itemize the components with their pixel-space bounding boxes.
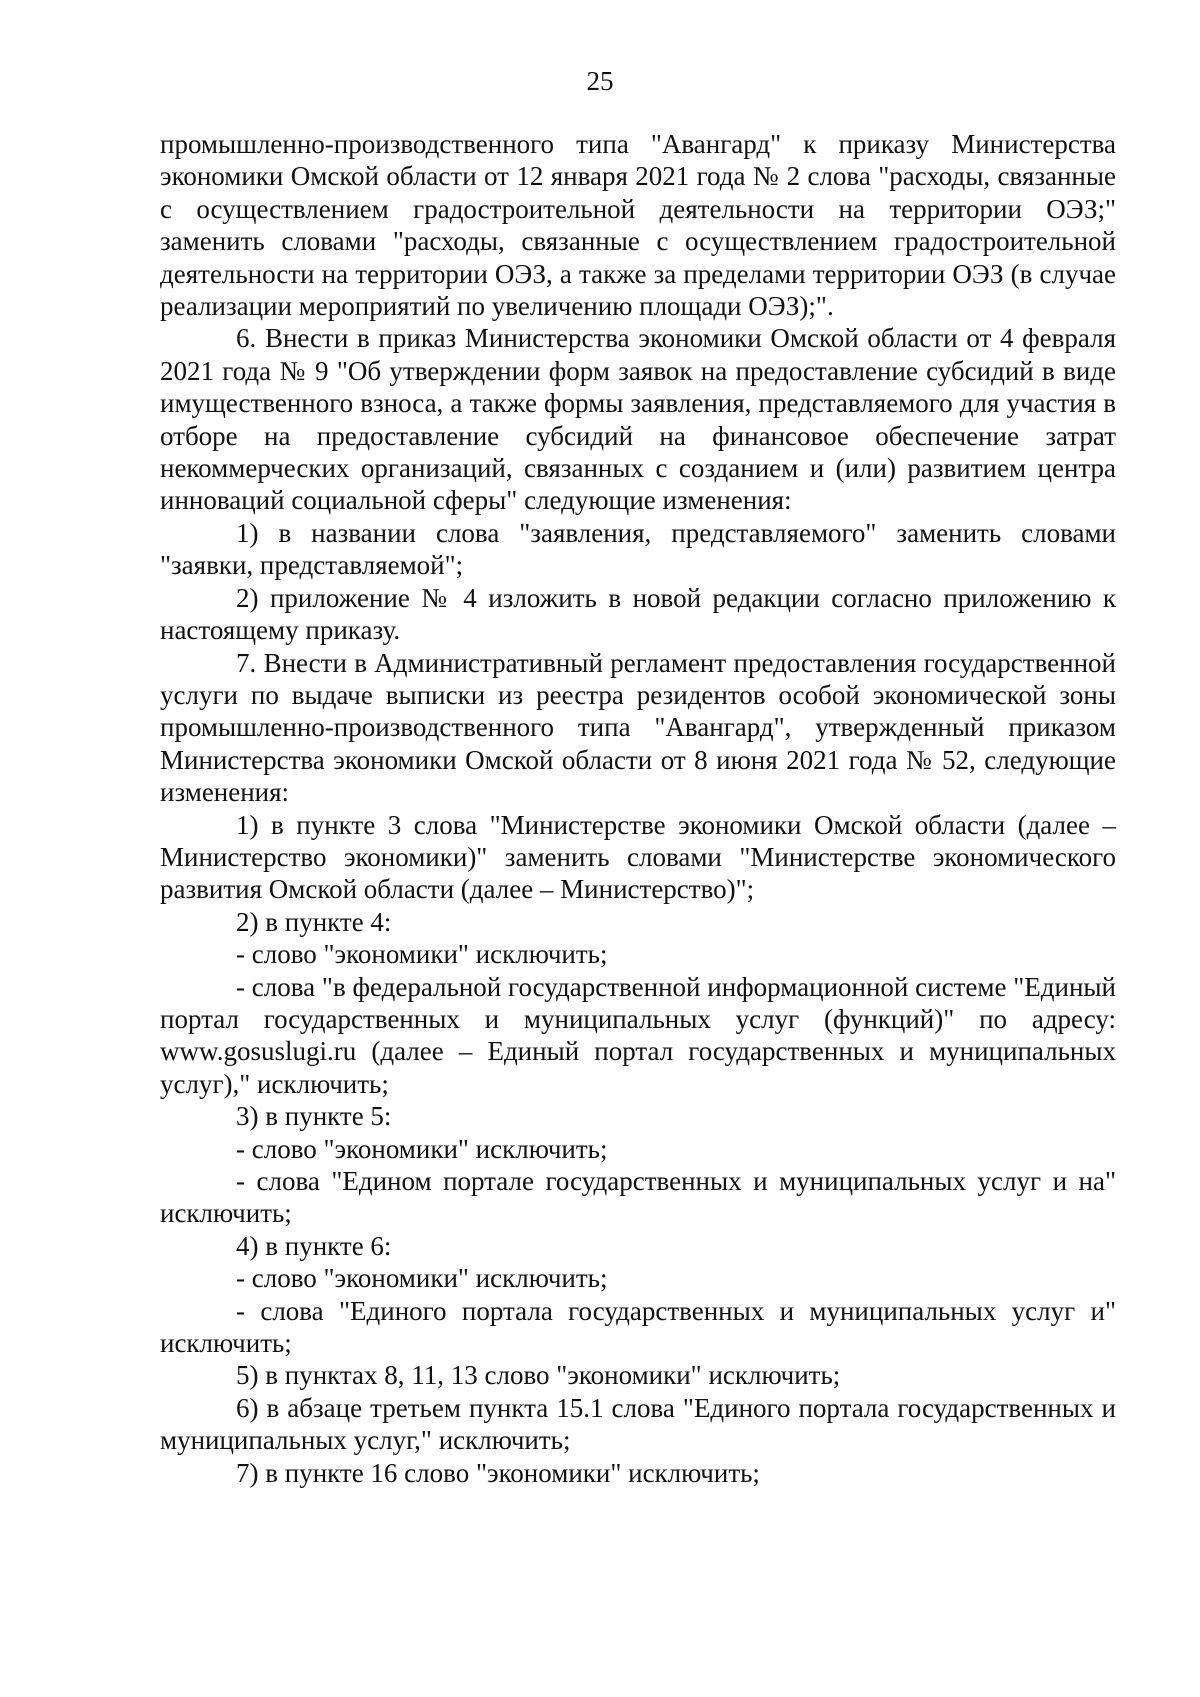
paragraph-item-7-2: 2) в пункте 4: <box>236 906 392 937</box>
paragraph-item-7: 7. Внести в Административный регламент предоставления государственной услуги по выдаче выписки из реестра резидентов особой экономической зоны промышленно-производственного типа "Авангард", утвержденный приказом Министерства экономики Омской области от 8 июня 2021 года № 52, следующие изменения: <box>160 647 1116 808</box>
paragraph-item-7-7: 7) в пункте 16 слово "экономики" исключить; <box>236 1457 760 1488</box>
paragraph-item-6-1: 1) в названии слова "заявления, представляемого" заменить словами "заявки, представляемой"; <box>160 517 1116 581</box>
paragraph-item-7-3: 3) в пункте 5: <box>236 1101 392 1132</box>
paragraph-item-7-4-b: - слова "Единого портала государственных и муниципальных услуг и" исключить; <box>160 1295 1116 1359</box>
paragraph-item-6-2: 2) приложение № 4 изложить в новой редакции согласно приложению к настоящему приказу. <box>160 582 1116 646</box>
paragraph-item-7-6: 6) в абзаце третьем пункта 15.1 слова "Единого портала государственных и муниципальных услуг," исключить; <box>160 1392 1116 1456</box>
paragraph-item-7-2-b: - слова "в федеральной государственной информационной системе "Единый портал государственных и муниципальных услуг (функций)" по адресу: www.gosuslugi.ru (далее – Единый портал государственных и муниципальных услуг)," исключить; <box>160 971 1116 1099</box>
paragraph-item-7-3-b: - слова "Едином портале государственных и муниципальных услуг и на" исключить; <box>160 1166 1116 1229</box>
page-number: 25 <box>586 66 614 96</box>
paragraph-item-6: 6. Внести в приказ Министерства экономики Омской области от 4 февраля 2021 года № 9 "Об утверждении форм заявок на предоставление субсидий в виде имущественного взноса, а также формы заявления, представляемого для участия в отборе на предоставление субсидий на финансовое обеспечение затрат некоммерческих организаций, связанных с созданием и (или) развитием центра инноваций социальной сферы" следующие изменения: <box>160 323 1116 516</box>
paragraph-item-7-1: 1) в пункте 3 слова "Министерстве экономики Омской области (далее – Министерство экономики)" заменить словами "Министерстве экономического развития Омской области (далее – Министерство)"; <box>160 809 1116 905</box>
paragraph-item-7-4-a: - слово "экономики" исключить; <box>236 1263 608 1294</box>
paragraph-item-7-4: 4) в пункте 6: <box>236 1230 392 1261</box>
paragraph-item-7-2-a: - слово "экономики" исключить; <box>236 939 608 970</box>
paragraph-item-7-5: 5) в пунктах 8, 11, 13 слово "экономики" исключить; <box>236 1360 841 1391</box>
paragraph-item-7-3-a: - слово "экономики" исключить; <box>236 1133 608 1164</box>
paragraph-continuation: промышленно-производственного типа "Авангард" к приказу Министерства экономики Омской области от 12 января 2021 года № 2 слова "расходы, связанные с осуществлением градостроительной деятельности на территории ОЭЗ;" заменить словами "расходы, связанные с осуществлением градостроительной деятельности на территории ОЭЗ, а также за пределами территории ОЭЗ (в случае реализации мероприятий по увеличению площади ОЭЗ);". <box>160 129 1116 322</box>
document-body <box>160 128 1116 1489</box>
